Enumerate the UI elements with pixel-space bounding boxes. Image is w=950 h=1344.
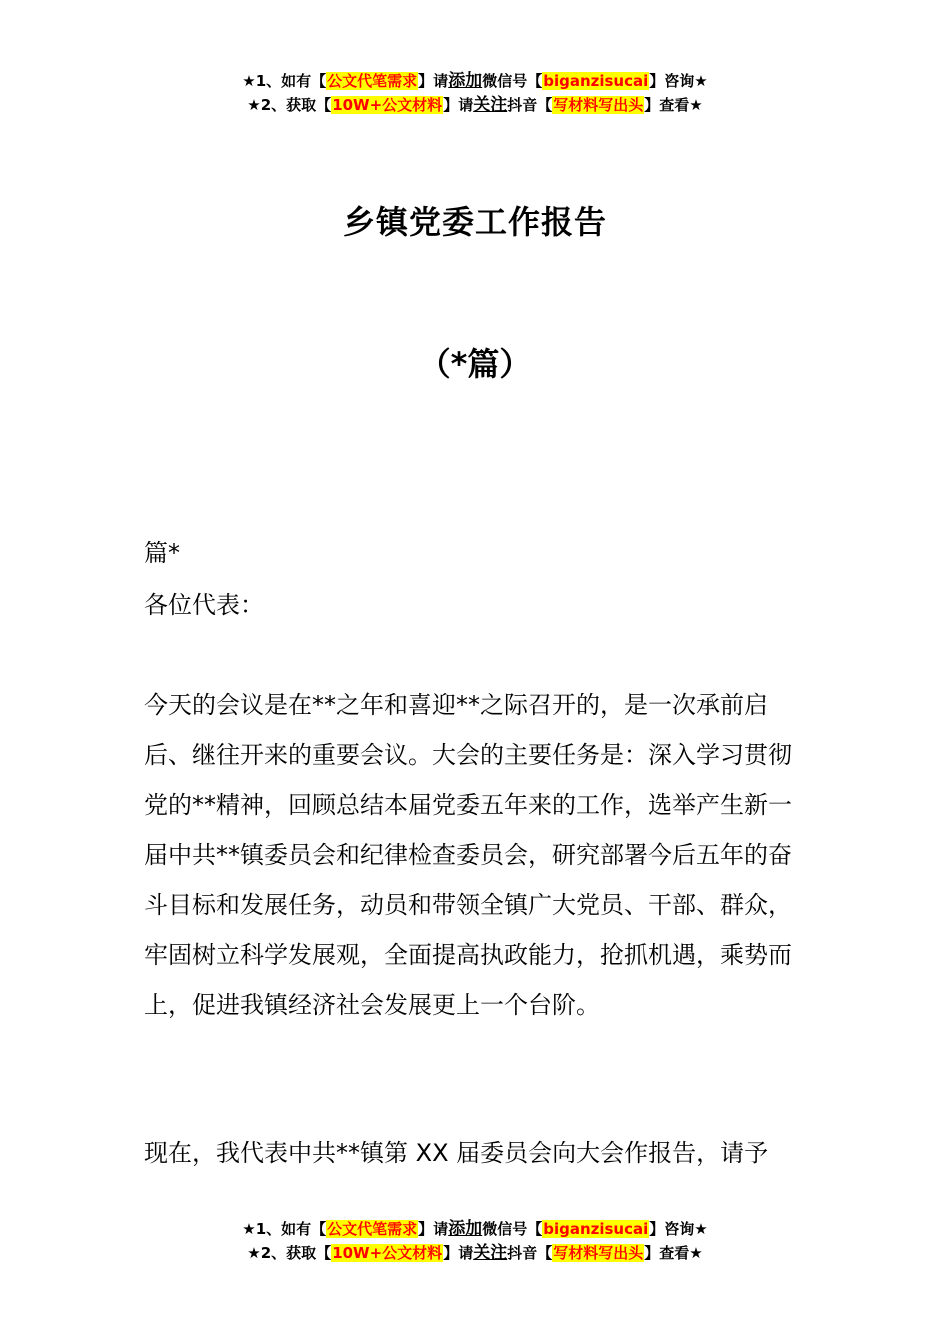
banner-text: 抖音【 <box>507 1244 553 1262</box>
banner-highlight: 10W+公文材料 <box>332 96 443 114</box>
banner-text: ★1、如有【 <box>242 72 327 90</box>
document-subtitle: （*篇） <box>418 345 532 383</box>
banner-emphasis: 添加 <box>448 1219 483 1239</box>
banner-text: ★1、如有【 <box>242 1220 327 1238</box>
paragraph-text: 现在，我代表中共**镇第 XX 届委员会向大会作报告，请予 <box>144 1139 769 1167</box>
banner-text: 】查看★ <box>644 1244 703 1262</box>
banner-line-1 <box>0 69 950 93</box>
banner-text: 】咨询★ <box>649 1220 708 1238</box>
banner-text: 】请 <box>443 1244 474 1262</box>
banner-text: 】请 <box>418 1220 449 1238</box>
banner-text: 】查看★ <box>644 96 703 114</box>
footer-banner <box>0 1217 950 1265</box>
banner-emphasis: 关注 <box>473 95 508 115</box>
banner-line-2 <box>0 1241 950 1265</box>
banner-highlight: 写材料写出头 <box>553 96 644 114</box>
banner-highlight: biganzisucai <box>543 72 649 90</box>
banner-line-1 <box>0 1217 950 1241</box>
banner-text: ★2、获取【 <box>247 1244 332 1262</box>
banner-text: 】咨询★ <box>649 72 708 90</box>
document-title: 乡镇党委工作报告 <box>342 203 607 241</box>
paragraph-text: 今天的会议是在**之年和喜迎**之际召开的，是一次承前启后、继往开来的重要会议。大会的主要任务是：深入学习贯彻党的**精神，回顾总结本届党委五年来的工作，选举产生新一届中共**镇委员会和纪律检查委员会，研究部署今后五年的奋斗目标和发展任务，动员和带领全镇广大党员、干部、群众，牢固树立科学发展观，全面提高执政能力，抢抓机遇，乘势而上，促进我镇经济社会发展更上一个台阶。 <box>144 691 792 1019</box>
banner-text: ★2、获取【 <box>247 96 332 114</box>
banner-highlight: 写材料写出头 <box>553 1244 644 1262</box>
body-paragraph <box>144 1128 810 1178</box>
section-label: 篇* <box>144 539 180 567</box>
banner-text: 微信号【 <box>482 72 543 90</box>
banner-highlight: 公文代笔需求 <box>327 1220 418 1238</box>
banner-emphasis: 关注 <box>473 1243 508 1263</box>
banner-text: 抖音【 <box>507 96 553 114</box>
salutation: 各位代表： <box>144 591 264 619</box>
banner-line-2 <box>0 93 950 117</box>
banner-text: 】请 <box>418 72 449 90</box>
banner-emphasis: 添加 <box>448 71 483 91</box>
banner-highlight: 10W+公文材料 <box>332 1244 443 1262</box>
body-paragraph <box>144 680 810 1030</box>
banner-text: 微信号【 <box>482 1220 543 1238</box>
banner-highlight: 公文代笔需求 <box>327 72 418 90</box>
banner-text: 】请 <box>443 96 474 114</box>
header-banner <box>0 69 950 117</box>
banner-highlight: biganzisucai <box>543 1220 649 1238</box>
